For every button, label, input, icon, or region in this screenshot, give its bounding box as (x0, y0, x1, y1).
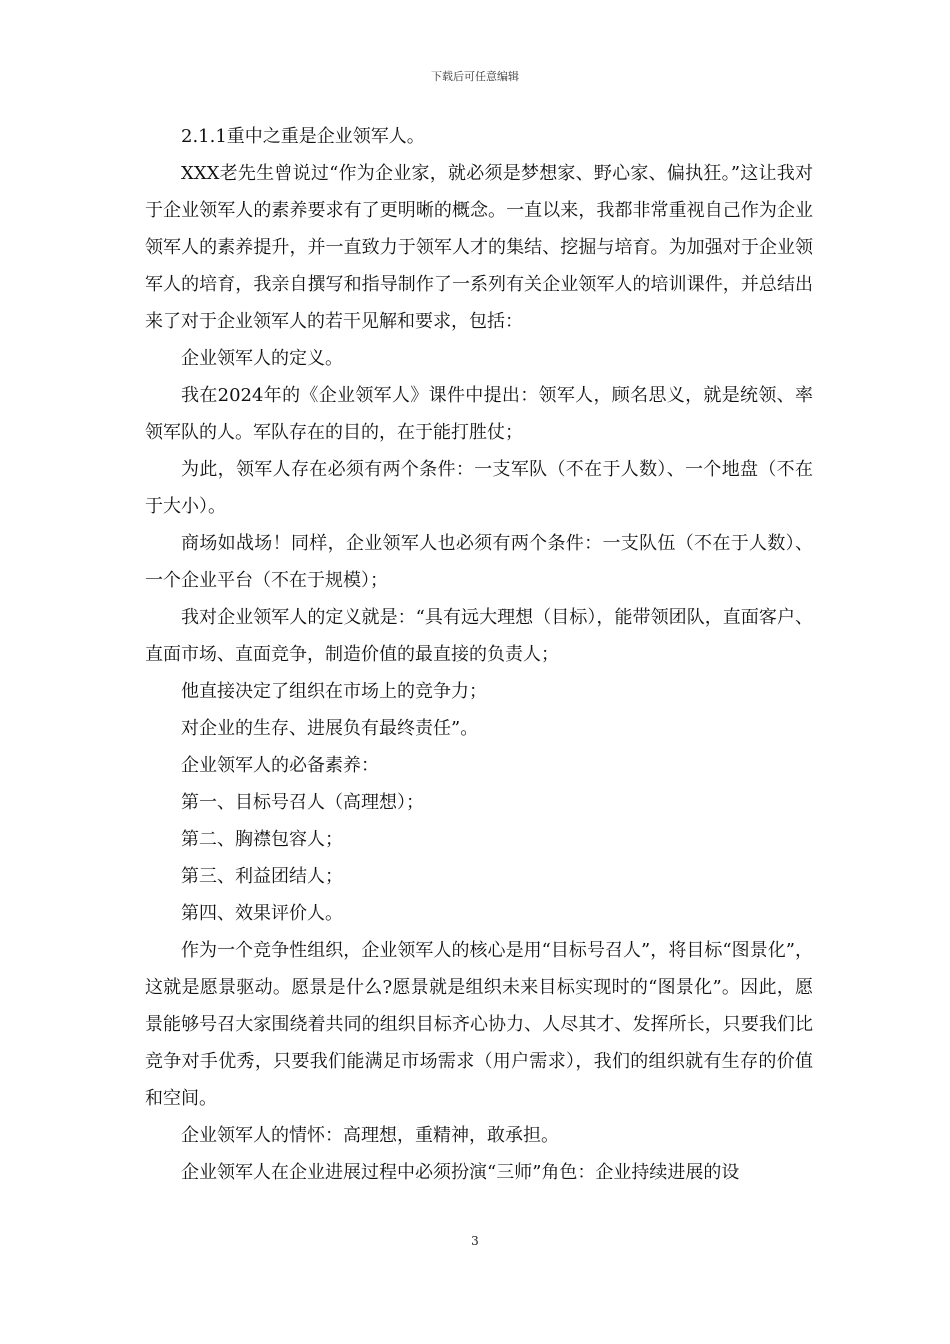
list-item: 第三、利益团结人； (181, 866, 343, 887)
paragraph: 我对企业领军人的定义就是：“具有远大理想（目标），能带领团队，直面客户、直面市场、直面竞争，制造价值的最直接的负责人； (145, 607, 813, 665)
page-number: 3 (471, 1234, 479, 1248)
paragraph: 对企业的生存、进展负有最终责任”。 (181, 718, 479, 739)
paragraph: XXX老先生曾说过“作为企业家，就必须是梦想家、野心家、偏执狂。”这让我对于企业领军人的素养要求有了更明晰的概念。一直以来，我都非常重视自己作为企业领军人的素养提升，并一直致力于领军人才的集结、挖掘与培育。为加强对于企业领军人的培育，我亲自撰写和指导制作了一系列有关企业领军人的培训课件，并总结出来了对于企业领军人的若干见解和要求，包括： (145, 163, 813, 332)
list-item: 第二、胸襟包容人； (181, 829, 343, 850)
document-body (145, 118, 813, 1191)
paragraph: 企业领军人的必备素养： (181, 755, 379, 776)
paragraph: 为此，领军人存在必须有两个条件：一支军队（不在于人数）、一个地盘（不在于大小）。 (145, 459, 813, 517)
paragraph: 商场如战场！同样，企业领军人也必须有两个条件：一支队伍（不在于人数）、一个企业平台（不在于规模）； (145, 533, 813, 591)
paragraph: 我在2024年的《企业领军人》课件中提出：领军人，顾名思义，就是统领、率领军队的人。军队存在的目的，在于能打胜仗； (145, 385, 813, 443)
paragraph: 他直接决定了组织在市场上的竞争力； (181, 681, 487, 702)
list-item: 第一、目标号召人（高理想）； (181, 792, 424, 813)
paragraph: 作为一个竞争性组织，企业领军人的核心是用“目标号召人”，将目标“图景化”，这就是愿景驱动。愿景是什么?愿景就是组织未来目标实现时的“图景化”。因此，愿景能够号召大家围绕着共同的组织目标齐心协力、人尽其才、发挥所长，只要我们比竞争对手优秀，只要我们能满足市场需求（用户需求），我们的组织就有生存的价值和空间。 (145, 940, 813, 1109)
paragraph: 企业领军人的情怀：高理想，重精神，敢承担。 (181, 1125, 559, 1146)
section-heading: 2.1.1重中之重是企业领军人。 (181, 126, 425, 147)
list-item: 第四、效果评价人。 (181, 903, 343, 924)
paragraph: 企业领军人在企业进展过程中必须扮演“三师”角色：企业持续进展的设 (181, 1162, 740, 1183)
paragraph: 企业领军人的定义。 (181, 348, 343, 369)
page-header: 下载后可任意编辑 (431, 70, 519, 83)
